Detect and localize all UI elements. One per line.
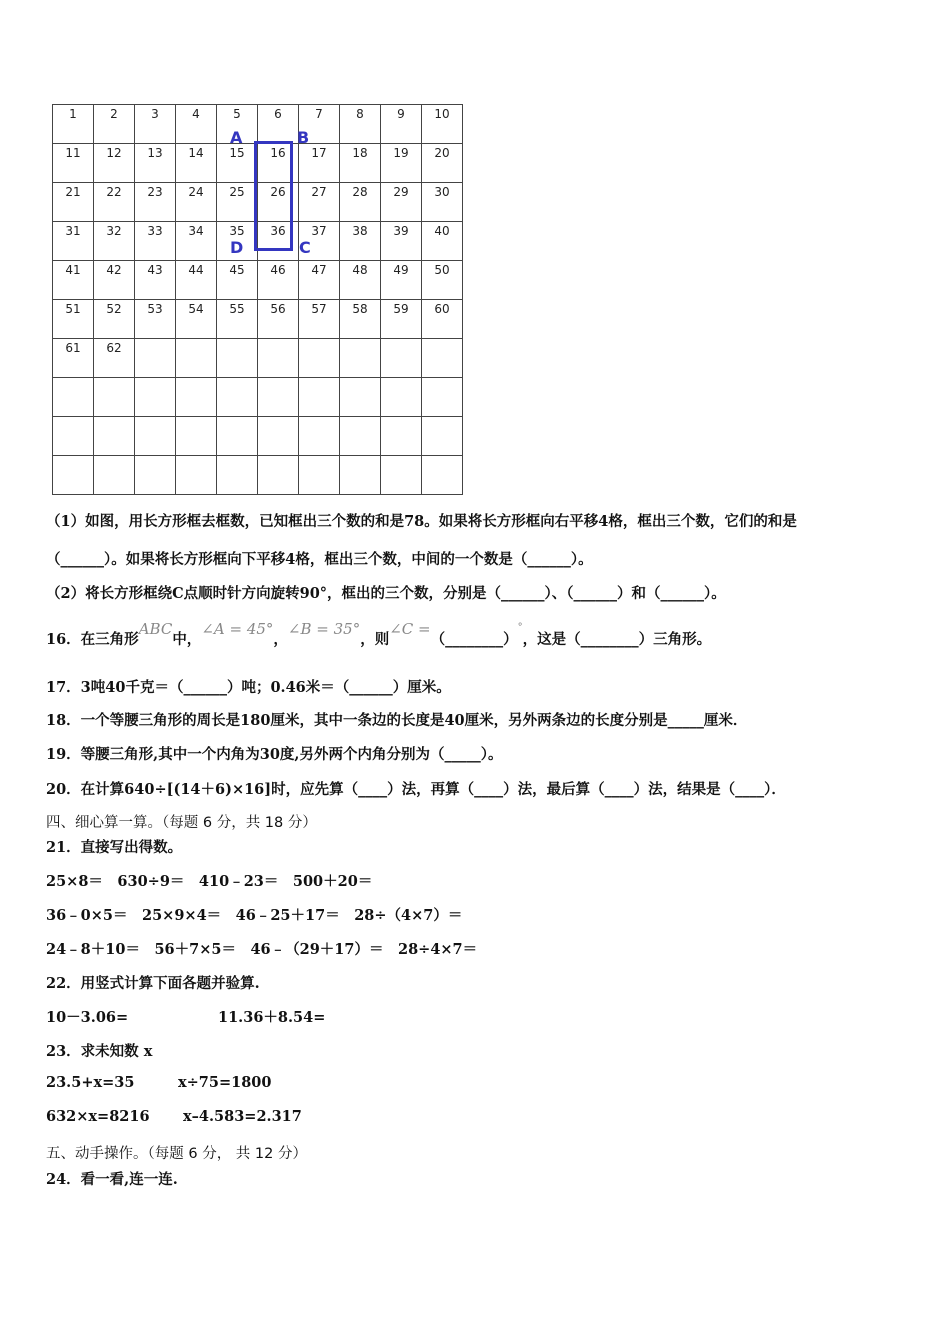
grid-cell: 60 — [422, 300, 463, 339]
grid-cell: 6 — [258, 105, 299, 144]
question-16 — [46, 620, 712, 649]
grid-cell: 16 — [258, 144, 299, 183]
grid-cell: 59 — [381, 300, 422, 339]
grid-cell — [135, 456, 176, 495]
grid-cell: 17 — [299, 144, 340, 183]
grid-cell: 15 — [217, 144, 258, 183]
grid-cell — [258, 378, 299, 417]
corner-label-b: B — [297, 128, 310, 147]
section-5-heading: 五、动手操作。（每题 6 分， 共 12 分） — [46, 1146, 307, 1162]
grid-row — [53, 105, 463, 144]
grid-cell: 41 — [53, 261, 94, 300]
grid-cell — [217, 456, 258, 495]
grid-row — [53, 339, 463, 378]
corner-label-c: C — [299, 238, 311, 257]
grid-cell — [381, 417, 422, 456]
grid-cell — [176, 417, 217, 456]
grid-cell: 54 — [176, 300, 217, 339]
grid-cell: 50 — [422, 261, 463, 300]
question-20: 20．在计算640÷[(14＋6)×16]时，应先算（____）法，再算（____）法，最后算（____）法，结果是（____）． — [46, 781, 786, 798]
question-24: 24．看一看,连一连. — [46, 1171, 178, 1188]
grid-cell: 2 — [94, 105, 135, 144]
corner-label-d: D — [230, 238, 244, 257]
grid-cell — [340, 456, 381, 495]
q16-comma: ， — [273, 631, 288, 648]
grid-cell — [258, 417, 299, 456]
grid-cell: 24 — [176, 183, 217, 222]
grid-cell: 61 — [53, 339, 94, 378]
grid-cell — [422, 378, 463, 417]
q16-suffix: ，这是（________）三角形。 — [522, 631, 712, 648]
grid-cell: 31 — [53, 222, 94, 261]
grid-cell — [217, 417, 258, 456]
grid-row — [53, 300, 463, 339]
grid-cell — [299, 378, 340, 417]
grid-cell: 1 — [53, 105, 94, 144]
q16-angle-c: ∠C = — [389, 620, 431, 638]
grid-cell: 48 — [340, 261, 381, 300]
grid-cell — [135, 339, 176, 378]
grid-cell: 46 — [258, 261, 299, 300]
grid-cell — [94, 417, 135, 456]
grid-cell: 58 — [340, 300, 381, 339]
grid-cell — [381, 339, 422, 378]
q16-prefix: 16．在三角形 — [46, 631, 139, 648]
grid-cell — [258, 456, 299, 495]
grid-cell: 51 — [53, 300, 94, 339]
q16-angle-a: ∠A = 45° — [201, 620, 274, 638]
grid-cell: 35 — [217, 222, 258, 261]
grid-cell — [299, 456, 340, 495]
grid-cell: 44 — [176, 261, 217, 300]
calc-row-2: 36﹣0×5＝ 25×9×4＝ 46﹣25＋17＝ 28÷（4×7）＝ — [46, 907, 463, 924]
grid-cell: 53 — [135, 300, 176, 339]
grid-cell — [53, 417, 94, 456]
grid-cell — [94, 378, 135, 417]
grid-cell: 56 — [258, 300, 299, 339]
grid-cell — [422, 417, 463, 456]
grid-cell — [381, 456, 422, 495]
vertical-calc-2: 11.36＋8.54= — [218, 1009, 326, 1026]
grid-cell: 57 — [299, 300, 340, 339]
question-17: 17．3吨40千克＝（______）吨；0.46米＝（______）厘米。 — [46, 679, 451, 696]
grid-cell — [135, 417, 176, 456]
grid-cell — [422, 456, 463, 495]
grid-cell: 62 — [94, 339, 135, 378]
q16-mid: 中， — [172, 631, 202, 648]
grid-row — [53, 261, 463, 300]
grid-cell — [299, 339, 340, 378]
grid-cell: 23 — [135, 183, 176, 222]
q16-triangle-abc: ABC — [138, 620, 173, 638]
section-4-heading: 四、细心算一算。（每题 6 分，共 18 分） — [46, 815, 317, 831]
rectangle-frame — [254, 141, 293, 251]
grid-cell — [299, 417, 340, 456]
grid-cell: 4 — [176, 105, 217, 144]
number-grid-figure — [52, 104, 456, 474]
equation-4: x–4.583=2.317 — [183, 1108, 302, 1125]
corner-label-a: A — [230, 128, 243, 147]
question-23: 23．求未知数 x — [46, 1043, 153, 1060]
grid-cell: 55 — [217, 300, 258, 339]
grid-cell: 22 — [94, 183, 135, 222]
grid-cell: 36 — [258, 222, 299, 261]
grid-cell: 14 — [176, 144, 217, 183]
grid-cell — [176, 378, 217, 417]
grid-cell: 13 — [135, 144, 176, 183]
grid-cell: 5 — [217, 105, 258, 144]
question-19: 19．等腰三角形,其中一个内角为30度,另外两个内角分别为（_____）。 — [46, 746, 503, 763]
grid-cell: 33 — [135, 222, 176, 261]
grid-cell: 29 — [381, 183, 422, 222]
grid-row — [53, 417, 463, 456]
question-18: 18．一个等腰三角形的周长是180厘米，其中一条边的长度是40厘米，另外两条边的长度分别是_____厘米． — [46, 712, 748, 729]
grid-cell — [340, 378, 381, 417]
grid-cell: 42 — [94, 261, 135, 300]
grid-cell: 43 — [135, 261, 176, 300]
grid-cell: 27 — [299, 183, 340, 222]
grid-cell: 10 — [422, 105, 463, 144]
grid-cell: 40 — [422, 222, 463, 261]
grid-cell: 39 — [381, 222, 422, 261]
grid-cell — [258, 339, 299, 378]
grid-cell — [340, 417, 381, 456]
grid-row — [53, 456, 463, 495]
q1-line2: （______）。如果将长方形框向下平移4格，框出三个数，中间的一个数是（______）。 — [46, 551, 593, 568]
equation-2: x÷75=1800 — [178, 1074, 272, 1091]
grid-cell: 49 — [381, 261, 422, 300]
question-22: 22．用竖式计算下面各题并验算. — [46, 975, 260, 992]
grid-cell: 20 — [422, 144, 463, 183]
q16-blank: （________） — [430, 631, 518, 648]
grid-cell: 3 — [135, 105, 176, 144]
grid-cell: 28 — [340, 183, 381, 222]
grid-cell: 47 — [299, 261, 340, 300]
grid-cell — [217, 339, 258, 378]
grid-cell — [94, 456, 135, 495]
grid-cell: 34 — [176, 222, 217, 261]
grid-cell: 19 — [381, 144, 422, 183]
grid-cell: 52 — [94, 300, 135, 339]
grid-cell: 21 — [53, 183, 94, 222]
question-21: 21．直接写出得数。 — [46, 839, 183, 856]
grid-cell — [135, 378, 176, 417]
grid-cell: 11 — [53, 144, 94, 183]
grid-cell: 45 — [217, 261, 258, 300]
grid-cell: 38 — [340, 222, 381, 261]
calc-row-3: 24﹣8＋10＝ 56＋7×5＝ 46﹣（29＋17）＝ 28÷4×7＝ — [46, 941, 478, 958]
q16-then: ，则 — [360, 631, 390, 648]
grid-cell: 32 — [94, 222, 135, 261]
grid-cell — [340, 339, 381, 378]
grid-cell: 7 — [299, 105, 340, 144]
calc-row-1: 25×8＝ 630÷9＝ 410﹣23＝ 500＋20＝ — [46, 873, 373, 890]
q1-line3: （2）将长方形框绕C点顺时针方向旋转90°，框出的三个数，分别是（______）、（______）和（______）。 — [46, 585, 726, 602]
grid-cell — [53, 456, 94, 495]
q16-angle-b: ∠B = 35° — [287, 620, 361, 638]
grid-cell — [176, 339, 217, 378]
grid-cell — [53, 378, 94, 417]
grid-row — [53, 378, 463, 417]
grid-cell: 18 — [340, 144, 381, 183]
grid-cell: 9 — [381, 105, 422, 144]
equation-3: 632×x=8216 — [46, 1108, 150, 1125]
grid-cell — [217, 378, 258, 417]
grid-cell: 8 — [340, 105, 381, 144]
vertical-calc-1: 10－3.06= — [46, 1009, 129, 1026]
grid-cell: 26 — [258, 183, 299, 222]
grid-cell — [422, 339, 463, 378]
grid-cell — [176, 456, 217, 495]
q1-line1: （1）如图，用长方形框去框数，已知框出三个数的和是78。如果将长方形框向右平移4格，框出三个数，它们的和是 — [46, 513, 797, 530]
q16-degree: ° — [517, 622, 523, 633]
grid-cell — [381, 378, 422, 417]
grid-cell: 37 — [299, 222, 340, 261]
grid-cell: 25 — [217, 183, 258, 222]
grid-cell: 30 — [422, 183, 463, 222]
equation-1: 23.5+x=35 — [46, 1074, 135, 1091]
grid-cell: 12 — [94, 144, 135, 183]
